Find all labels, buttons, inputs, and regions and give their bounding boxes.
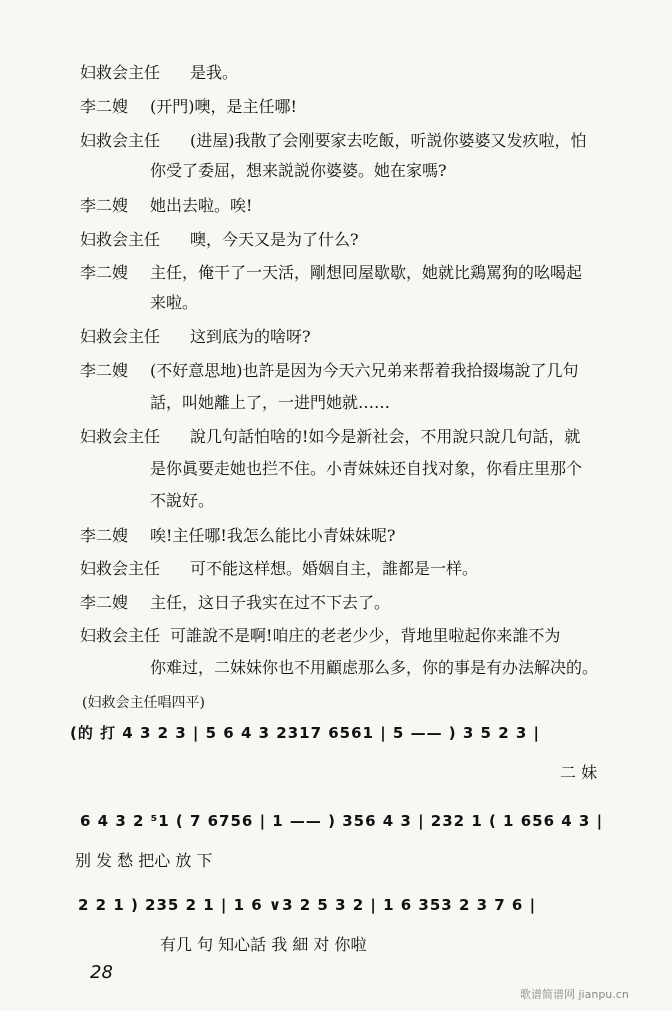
speaker: 李二嫂 [80,593,129,612]
dialogue-text: 噢，今天又是为了什么? [190,230,359,249]
speaker: 李二嫂 [80,361,129,380]
dialogue-line [0,225,672,255]
dialogue-line [0,356,672,386]
dialogue-line [0,258,672,288]
page-number: 28 [90,962,113,983]
score-row-1 [0,718,672,788]
speaker: 妇救会主任 [80,63,161,82]
watermark: 歌谱简谱网 jianpu.cn [520,988,629,1001]
dialogue-continuation: 来啦。 [150,293,199,312]
dialogue-text: 主任，俺干了一天活，剛想囘屋歇歇，她就比鶏罵狗的吆喝起 [150,263,583,282]
dialogue-text: 唉!主任哪!我怎么能比小青妹妹呢? [150,526,396,545]
dialogue-text: 可誰說不是啊!咱庄的老老少少，背地里啦起你来誰不为 [170,626,561,645]
dialogue-text: (不好意思地)也許是因为今天六兄弟来帮着我拾掇塲說了几句 [150,361,579,380]
speaker: 李二嫂 [80,526,129,545]
dialogue-continuation: 你受了委屈，想来説説你婆婆。她在家嗎? [150,161,447,180]
notation: 2 2 1 ) 235 2 1 | 1 6 ∨3 2 5 3 2 | 1 6 353 2 3 7 6 | [78,896,537,914]
dialogue-text: 主任，这日子我实在过不下去了。 [150,593,391,612]
notation: 6 4 3 2 ⁵1 ( 7 6756 | 1 —— ) 356 4 3 | 232 1 ( 1 656 4 3 | [80,812,604,830]
dialogue-continuation: 是你眞要走她也拦不住。小青妹妹还自找对象，你看庄里那个 [150,459,583,478]
dialogue-line [0,554,672,584]
dialogue-text: (进屋)我散了会刚要家去吃飯，听説你婆婆又发疚啦，怕 [190,131,587,150]
speaker: 妇救会主任 [80,626,161,645]
dialogue-text: 这到底为的啥呀? [190,327,311,346]
notation: (的 打 4 3 2 3 | 5 6 4 3 2317 6561 | 5 —— ) 3 5 2 3 | [70,724,540,742]
dialogue-text: 可不能这样想。婚姻自主，誰都是一样。 [190,559,479,578]
dialogue-line [0,126,672,156]
dialogue-line [0,322,672,352]
speaker: 李二嫂 [80,196,129,215]
speaker: 李二嫂 [80,263,129,282]
score-row-2 [0,808,672,878]
lyrics: 有几 句 知心話 我 細 对 你啦 [160,935,367,954]
speaker: 妇救会主任 [80,427,161,446]
speaker: 妇救会主任 [80,131,161,150]
dialogue-continuation: 不說好。 [150,491,215,510]
stage-note: (妇救会主任唱四平) [82,695,205,711]
dialogue-line [0,521,672,551]
speaker: 妇救会主任 [80,559,161,578]
dialogue-text: 她出去啦。唉! [150,196,253,215]
dialogue-text: 是我。 [190,63,239,82]
speaker: 妇救会主任 [80,327,161,346]
lyrics: 二 妹 [560,763,598,782]
score-row-3 [0,892,672,962]
dialogue-line [0,58,672,88]
dialogue-line [0,588,672,618]
dialogue-continuation: 話，叫她離上了，一进門她就…… [150,393,391,412]
dialogue-line [0,422,672,452]
dialogue-text: (开門)噢，是主任哪! [150,97,297,116]
speaker: 妇救会主任 [80,230,161,249]
lyrics: 别 发 愁 把心 放 下 [75,851,213,870]
dialogue-line [0,621,672,651]
speaker: 李二嫂 [80,97,129,116]
dialogue-line [0,191,672,221]
dialogue-line [0,92,672,122]
dialogue-continuation: 你难过，二妹妹你也不用顧虑那么多，你的事是有办法解决的。 [150,658,599,677]
dialogue-text: 說几句話怕啥的!如今是新社会，不用說只說几句話，就 [190,427,581,446]
